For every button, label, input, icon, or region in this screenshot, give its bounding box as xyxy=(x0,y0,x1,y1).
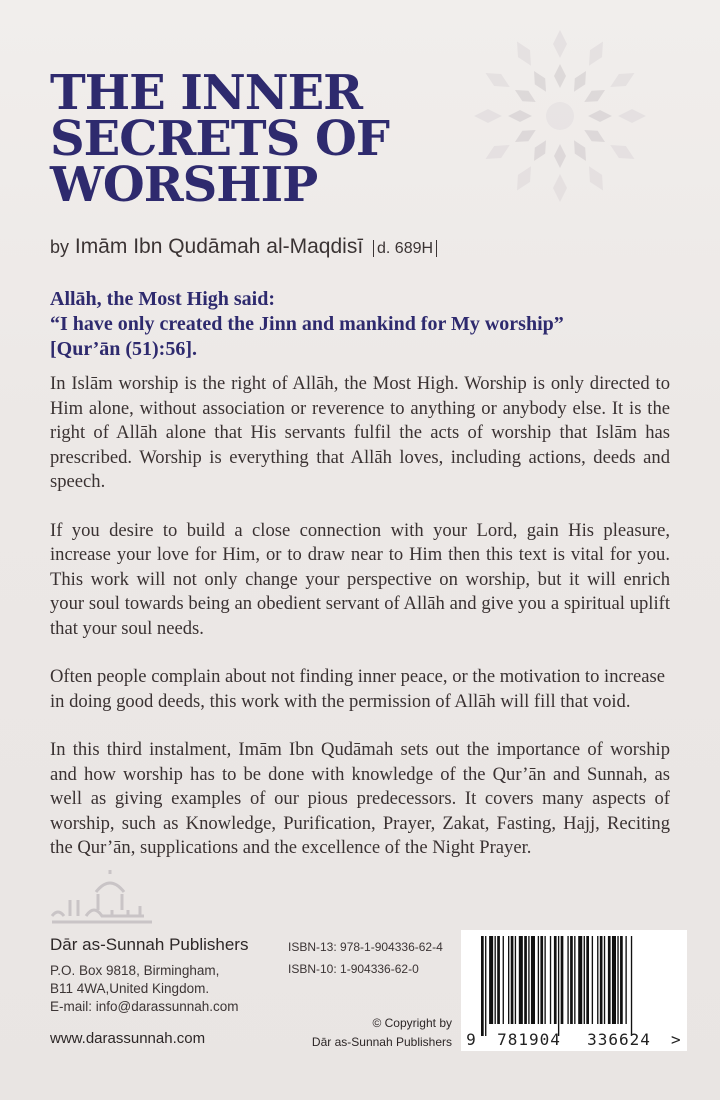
barcode xyxy=(461,930,687,1051)
address-line: P.O. Box 9818, Birmingham, xyxy=(50,963,220,978)
barcode-digits xyxy=(461,1030,687,1049)
blurb-paragraph: Often people complain about not finding inner peace, or the motivation to increase in doing good deeds, this work with the permission of Allāh will fill that void. xyxy=(50,666,665,712)
author-byline xyxy=(50,235,437,259)
blurb-paragraph: In Islām worship is the right of Allāh, the Most High. Worship is only directed to Him alone, without association or reverence to anything or anybody else. It is the right of Allāh alone that His servants fulfil the acts of worship that Islām has prescribed. Worship is everything that Allāh loves, including actions, deeds and speech. xyxy=(50,373,670,492)
author-death-date: d. 689H xyxy=(373,240,437,257)
copyright-notice xyxy=(300,1014,452,1052)
barcode-arrow: > xyxy=(671,1030,681,1049)
quote-intro: Allāh, the Most High said: xyxy=(50,288,276,310)
byline-prefix: by xyxy=(50,237,70,257)
quote-verse: “I have only created the Jinn and mankind for My worship” xyxy=(50,313,564,335)
publisher-address xyxy=(50,962,239,1016)
author-name: Imām Ibn Qudāmah al-Maqdisī xyxy=(74,235,364,258)
isbn-10: ISBN-10: 1-904336-62-0 xyxy=(288,962,419,976)
address-line: B11 4WA,United Kingdom. xyxy=(50,981,210,996)
barcode-lead-digit: 9 xyxy=(466,1030,476,1049)
publisher-email: E-mail: info@darassunnah.com xyxy=(50,999,239,1014)
blurb-paragraph: If you desire to build a close connection with your Lord, gain His pleasure, increase your love for Him, or to draw near to Him then this text is vital for you. This work will not only change your perspective on worship, but it will enrich your soul towards being an obedient servant of Allāh and give you a spiritual uplift that your soul needs. xyxy=(50,519,670,639)
barcode-group-1: 781904 xyxy=(497,1030,561,1049)
publisher-name: Dār as-Sunnah Publishers xyxy=(50,935,249,954)
copyright-holder: Dār as-Sunnah Publishers xyxy=(311,1035,452,1049)
quran-quote xyxy=(50,287,670,362)
isbn-block xyxy=(288,936,443,980)
book-title xyxy=(50,65,490,213)
barcode-group-2: 336624 xyxy=(587,1030,651,1049)
title-line: WORSHIP xyxy=(50,157,318,213)
publisher-website: www.darassunnah.com xyxy=(50,1030,206,1047)
dar-as-sunnah-logo-icon xyxy=(48,870,158,930)
isbn-13: ISBN-13: 978-1-904336-62-4 xyxy=(288,940,443,954)
ornament-icon xyxy=(460,16,660,216)
blurb xyxy=(50,372,670,885)
blurb-paragraph: In this third instalment, Imām Ibn Qudāmah sets out the importance of worship and how worship has to be done with knowledge of the Qur’ān and Sunnah, as well as giving examples of our pious predecessors. It covers many aspects of worship, such as Knowledge, Purification, Prayer, Zakat, Fasting, Hajj, Reciting the Qur’ān, supplications and the excellence of the Night Prayer. xyxy=(50,739,670,858)
quote-reference: [Qur’ān (51):56]. xyxy=(50,338,198,360)
copyright-line: © Copyright by xyxy=(372,1016,452,1030)
title-line: THE INNER xyxy=(50,65,363,121)
title-line: SECRETS OF xyxy=(50,111,389,167)
